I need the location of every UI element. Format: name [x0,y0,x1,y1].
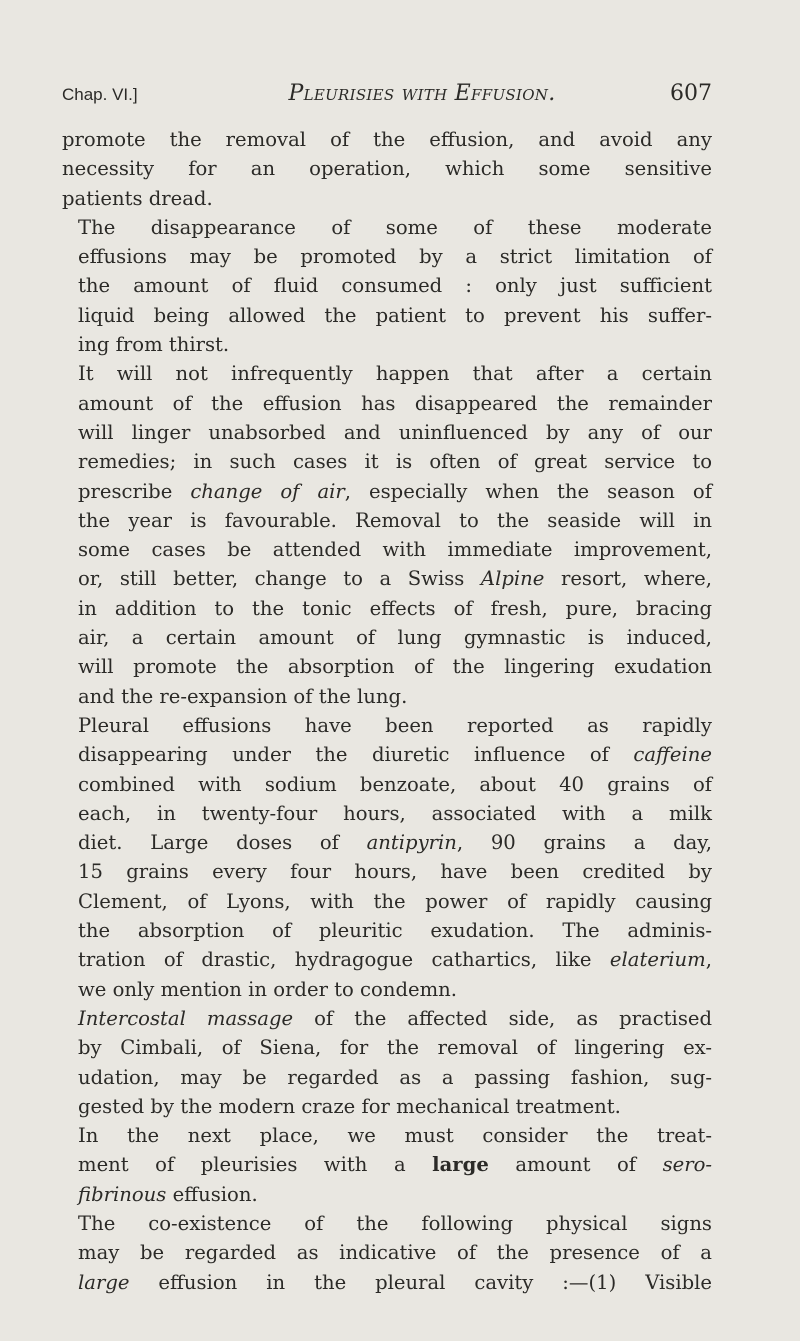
text-line: large effusion in the pleural cavity :—(1) Visible [78,1270,712,1294]
running-title: Pleurisies with Effusion. [288,81,556,106]
text-line: promote the removal of the effusion, and avoid any [62,128,712,151]
text-line: combined with sodium benzoate, about 40 grains of [78,772,712,796]
text-line: will linger unabsorbed and uninfluenced by any of our [78,420,712,444]
text-line: remedies; in such cases it is often of great service to [78,450,712,474]
paragraph [62,125,712,213]
text-line: It will not infrequently happen that after a certain [78,362,712,386]
text-line: each, in twenty-four hours, associated with a milk [78,801,712,825]
chapter-label: Chap. VI.] [62,85,138,104]
text-line: air, a certain amount of lung gymnastic is induced, [78,626,712,650]
text-line: gested by the modern craze for mechanical treatment. [78,1094,621,1118]
paragraph [62,213,712,359]
text-line: may be regarded as indicative of the presence of a [78,1241,712,1265]
text-line: Intercostal massage of the affected side, as practised [78,1006,713,1030]
text-line: fibrinous effusion. [78,1182,258,1206]
paragraph [62,1121,712,1209]
text-line: will promote the absorption of the lingering exudation [78,655,712,679]
text-line: disappearing under the diuretic influence of caffeine [78,743,712,767]
text-line: we only mention in order to condemn. [78,977,458,1001]
text-line: ing from thirst. [78,333,230,357]
text-line: the absorption of pleuritic exudation. The adminis- [78,919,712,943]
text-line: prescribe change of air, especially when the season of [78,479,712,503]
body-text [62,125,712,1297]
paragraph [62,359,712,711]
running-header [62,82,712,107]
text-line: amount of the effusion has disappeared the remainder [78,391,712,415]
paragraph [62,1004,712,1121]
text-line: the amount of fluid consumed : only just sufficient [78,274,712,298]
text-line: liquid being allowed the patient to prevent his suffer- [78,303,712,327]
text-line: and the re-expansion of the lung. [78,684,408,708]
text-line: 15 grains every four hours, have been credited by [78,860,712,884]
text-line: In the next place, we must consider the treat- [78,1124,712,1148]
text-line: the year is favourable. Removal to the seaside will in [78,508,712,532]
text-line: in addition to the tonic effects of fresh, pure, bracing [78,596,712,620]
paragraph [62,711,712,1004]
text-line: by Cimbali, of Siena, for the removal of lingering ex- [78,1036,712,1060]
paragraph [62,1209,712,1297]
text-line: necessity for an operation, which some sensitive [62,157,712,181]
text-line: The co-existence of the following physical signs [78,1211,712,1235]
text-line: some cases be attended with immediate improvement, [78,538,712,562]
page-number: 607 [670,81,712,106]
text-line: or, still better, change to a Swiss Alpine resort, where, [78,567,712,591]
text-line: diet. Large doses of antipyrin, 90 grains a day, [78,831,712,855]
text-line: effusions may be promoted by a strict limitation of [78,245,712,269]
text-line: Pleural effusions have been reported as rapidly [78,713,712,737]
text-line: Clement, of Lyons, with the power of rapidly causing [78,889,712,913]
text-line: patients dread. [62,186,213,210]
text-line: ment of pleurisies with a large amount of sero- [78,1153,713,1177]
text-line: tration of drastic, hydragogue cathartics, like elaterium, [78,948,712,972]
text-line: udation, may be regarded as a passing fashion, sug- [78,1065,712,1089]
text-line: The disappearance of some of these moderate [78,215,712,239]
